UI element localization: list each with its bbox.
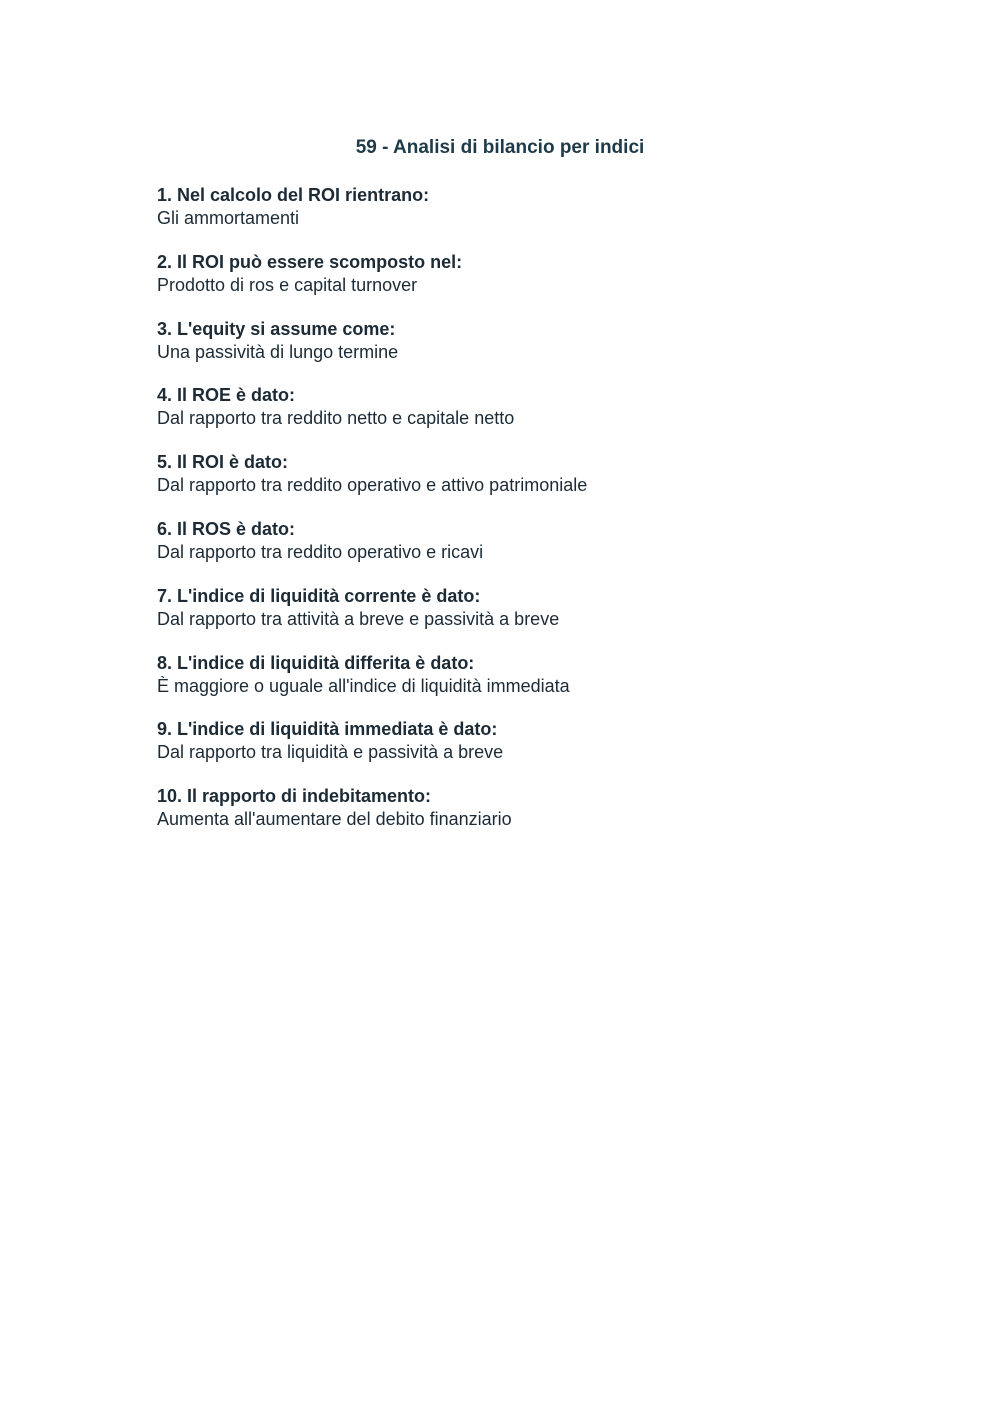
question-text: 2. Il ROI può essere scomposto nel: — [157, 251, 463, 272]
answer-text: Dal rapporto tra reddito netto e capitale netto — [157, 408, 515, 429]
answer-text: Una passività di lungo termine — [157, 341, 399, 362]
question-text: 9. L'indice di liquidità immediata è dato: — [157, 719, 498, 740]
answer-text: Dal rapporto tra liquidità e passività a breve — [157, 742, 504, 763]
qa-item-5 — [157, 451, 937, 518]
qa-item-8 — [157, 652, 937, 719]
qa-item-9 — [157, 718, 937, 785]
qa-item-3 — [157, 318, 937, 385]
question-text: 1. Nel calcolo del ROI rientrano: — [157, 185, 430, 205]
answer-text: Gli ammortamenti — [157, 208, 300, 228]
question-text: 6. Il ROS è dato: — [157, 518, 296, 539]
question-text: 4. Il ROE è dato: — [157, 385, 296, 406]
answer-text: Aumenta all'aumentare del debito finanziario — [157, 809, 512, 830]
question-list — [157, 184, 937, 852]
page-title: 59 - Analisi di bilancio per indici — [355, 137, 645, 158]
answer-text: Dal rapporto tra reddito operativo e ricavi — [157, 541, 484, 562]
qa-item-6 — [157, 518, 937, 585]
answer-text: Dal rapporto tra reddito operativo e attivo patrimoniale — [157, 475, 588, 496]
question-text: 3. L'equity si assume come: — [157, 318, 396, 339]
answer-text: Dal rapporto tra attività a breve e passività a breve — [157, 608, 560, 629]
answer-text: È maggiore o uguale all'indice di liquidità immediata — [157, 675, 570, 696]
qa-item-7 — [157, 585, 937, 652]
question-text: 8. L'indice di liquidità differita è dato: — [157, 652, 475, 673]
question-text: 10. Il rapporto di indebitamento: — [157, 786, 432, 807]
question-text: 7. L'indice di liquidità corrente è dato: — [157, 585, 481, 606]
qa-item-4 — [157, 384, 937, 451]
qa-item-10 — [157, 785, 937, 852]
qa-item-2 — [157, 251, 937, 318]
question-text: 5. Il ROI è dato: — [157, 452, 289, 473]
qa-item-1 — [157, 184, 937, 251]
answer-text: Prodotto di ros e capital turnover — [157, 274, 418, 295]
